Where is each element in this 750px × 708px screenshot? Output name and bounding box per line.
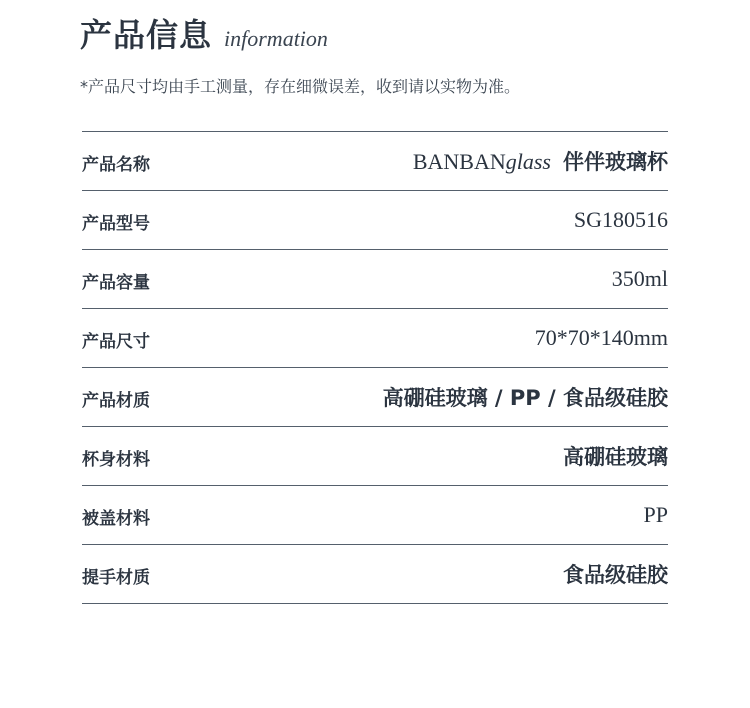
spec-row-material (82, 368, 668, 427)
product-name-zh: 伴伴玻璃杯 (563, 150, 668, 174)
spec-value-text: 高硼硅玻璃 / PP / 食品级硅胶 (382, 386, 668, 410)
title-english: information (224, 26, 328, 51)
spec-value: PP (643, 502, 668, 527)
measurement-note: *产品尺寸均由手工测量，存在细微误差，收到请以实物为准。 (80, 77, 521, 96)
spec-value (563, 441, 668, 471)
spec-value-text: 食品级硅胶 (563, 563, 668, 587)
spec-row-capacity (82, 250, 668, 309)
spec-row-name (82, 132, 668, 191)
spec-value: 350ml (611, 266, 668, 291)
spec-label: 提手材质 (82, 567, 150, 588)
spec-value-text: 高硼硅玻璃 (563, 445, 668, 469)
spec-row-handle-material (82, 545, 668, 604)
spec-label: 产品材质 (82, 390, 150, 411)
spec-value (563, 559, 668, 589)
spec-table (82, 131, 668, 604)
spec-label: 杯身材料 (82, 449, 150, 470)
spec-label: 产品型号 (82, 213, 150, 234)
spec-value (383, 382, 668, 412)
title-chinese: 产品信息 (80, 16, 213, 54)
spec-value: 70*70*140mm (534, 325, 668, 350)
spec-label: 产品名称 (82, 154, 150, 175)
spec-label: 产品尺寸 (82, 331, 150, 352)
brand-caps: BANBAN (412, 149, 506, 174)
brand-italic: glass (505, 149, 551, 174)
spec-row-model (82, 191, 668, 250)
spec-row-size (82, 309, 668, 368)
page-title (80, 10, 328, 56)
spec-label: 被盖材料 (82, 508, 150, 529)
spec-row-body-material (82, 427, 668, 486)
spec-label: 产品容量 (82, 272, 150, 293)
spec-value (413, 146, 668, 176)
spec-row-lid-material (82, 486, 668, 545)
spec-value: SG180516 (573, 207, 668, 232)
